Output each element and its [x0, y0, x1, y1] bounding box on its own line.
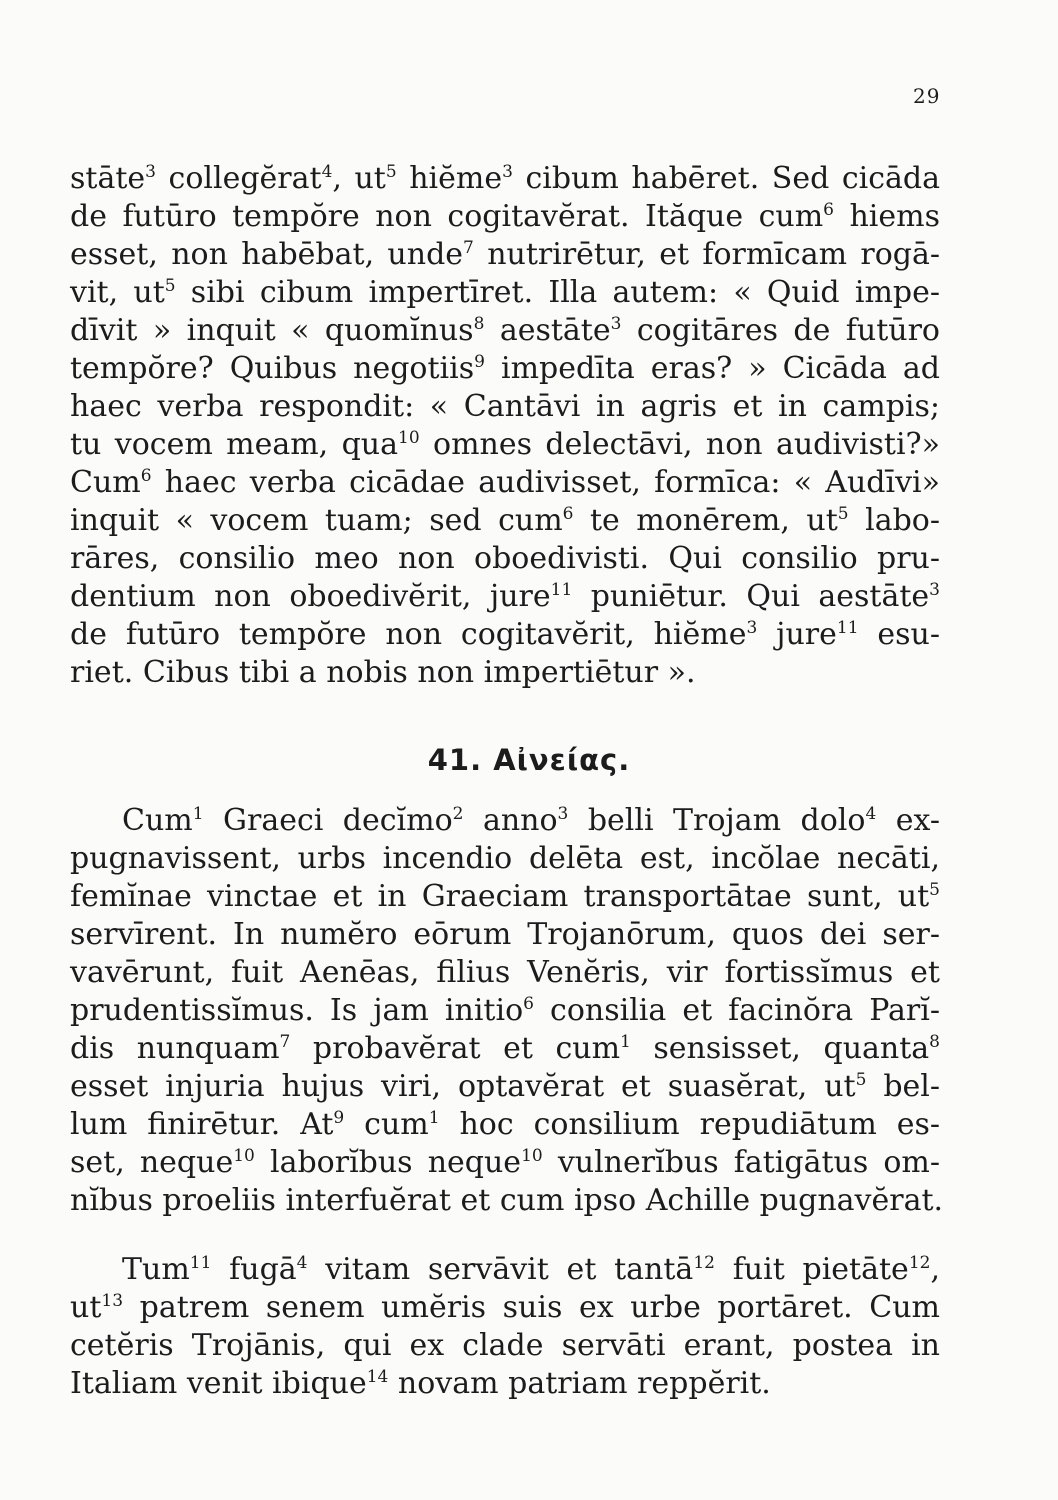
text-line	[70, 1327, 940, 1365]
text-run: rāres, consilio meo non oboedivisti. Qui consilio pru-	[70, 541, 940, 576]
text-run: esset, non habēbat, unde	[70, 237, 464, 272]
text-run: puniētur. Qui aestāte	[572, 579, 930, 614]
text-line	[70, 802, 940, 840]
text-run: haec verba respondit: « Cantāvi in agris et in campis;	[70, 389, 940, 424]
text-line	[70, 1068, 940, 1106]
footnote-marker: 3	[610, 314, 622, 334]
text-run: anno	[463, 803, 558, 838]
footnote-marker: 5	[855, 1070, 867, 1090]
text-line	[70, 464, 940, 502]
footnote-marker: 9	[333, 1108, 345, 1128]
text-line	[70, 236, 940, 274]
text-line	[70, 1365, 940, 1403]
text-run: servīrent. In numĕro eōrum Trojanōrum, quos dei ser-	[70, 917, 940, 952]
text-run: dis nunquam	[70, 1031, 280, 1066]
footnote-marker: 8	[473, 314, 485, 334]
text-line	[70, 540, 940, 578]
text-line	[70, 388, 940, 426]
text-run: Cum	[122, 803, 193, 838]
text-line	[70, 840, 940, 878]
text-run: hiems	[834, 199, 940, 234]
text-line	[70, 274, 940, 312]
footnote-marker: 10	[233, 1146, 255, 1166]
text-run: haec verba cicādae audivisset, formīca: « Audīvi»	[151, 465, 940, 500]
text-run: fuit pietāte	[714, 1252, 909, 1287]
text-run: Graeci decĭmo	[203, 803, 453, 838]
text-line	[70, 1106, 940, 1144]
text-run: vulnerĭbus fatigātus om-	[542, 1145, 940, 1180]
text-run: novam patriam reppĕrit.	[388, 1366, 771, 1401]
text-run: Tum	[122, 1252, 190, 1287]
text-run: de futūro tempŏre non cogitavĕrit, hiĕme	[70, 617, 747, 652]
text-run: cetĕris Trojānis, qui ex clade servāti erant, postea in	[70, 1328, 940, 1363]
text-line	[70, 992, 940, 1030]
text-run: de futūro tempŏre non cogitavĕrat. Ităque cum	[70, 199, 824, 234]
paragraph-aeneas-2	[70, 1251, 940, 1403]
paragraph-aeneas-1	[70, 802, 944, 1220]
text-run: jure	[757, 617, 837, 652]
footnote-marker: 7	[279, 1032, 291, 1052]
text-run: hoc consilium repudiātum es-	[439, 1107, 940, 1142]
text-line	[70, 1289, 940, 1327]
text-run: nĭbus proeliis interfuĕrat et cum ipso Achille pugnavĕrat.	[70, 1183, 944, 1218]
footnote-marker: 11	[836, 618, 859, 638]
footnote-marker: 3	[145, 162, 156, 182]
footnote-marker: 3	[746, 618, 758, 638]
text-run: esu-	[858, 617, 940, 652]
text-run: dīvit » inquit « quomĭnus	[70, 313, 474, 348]
text-run: cogitāres de futūro	[621, 313, 940, 348]
footnote-marker: 5	[929, 880, 940, 900]
footnote-marker: 9	[474, 352, 485, 372]
text-run: ,	[930, 1252, 940, 1287]
text-run: omnes delectāvi, non audivisti?»	[419, 427, 940, 462]
text-line	[70, 954, 940, 992]
text-run: sensisset, quanta	[630, 1031, 930, 1066]
footnote-marker: 14	[366, 1367, 389, 1387]
footnote-marker: 4	[865, 804, 877, 824]
text-line	[70, 1144, 940, 1182]
footnote-marker: 1	[428, 1108, 440, 1128]
text-line	[70, 1251, 940, 1289]
footnote-marker: 6	[523, 994, 534, 1014]
text-run: stāte	[70, 161, 146, 196]
paragraph-continued	[70, 160, 940, 692]
text-run: Cum	[70, 465, 141, 500]
text-run: lum finirētur. At	[70, 1107, 334, 1142]
footnote-marker: 3	[929, 580, 940, 600]
text-line	[70, 1030, 940, 1068]
footnote-marker: 1	[620, 1032, 631, 1052]
text-run: inquit « vocem tuam; sed cum	[70, 503, 563, 538]
text-line	[70, 616, 940, 654]
text-run: dentium non oboedivĕrit, jure	[70, 579, 551, 614]
footnote-marker: 2	[452, 804, 464, 824]
text-run: consilia et facinŏra Parĭ-	[533, 993, 941, 1028]
footnote-marker: 13	[101, 1291, 124, 1311]
footnote-marker: 5	[164, 276, 176, 296]
text-run: ex-	[876, 803, 940, 838]
footnote-marker: 7	[463, 238, 474, 258]
text-run: tempŏre? Quibus negotiis	[70, 351, 475, 386]
text-run: labo-	[848, 503, 940, 538]
text-run: hiĕme	[396, 161, 503, 196]
section-heading: 41. Αἰνείας.	[427, 743, 631, 777]
text-run: belli Trojam dolo	[568, 803, 866, 838]
text-run: fugā	[211, 1252, 297, 1287]
text-run: aestāte	[484, 313, 611, 348]
text-run: femĭnae vinctae et in Graeciam transportātae sunt, ut	[70, 879, 930, 914]
text-run: bel-	[866, 1069, 941, 1104]
text-run: collegĕrat	[155, 161, 322, 196]
text-run: sibi cibum impertīret. Illa autem: « Quid impe-	[175, 275, 940, 310]
text-run: prudentissĭmus. Is jam initio	[70, 993, 524, 1028]
text-run: te monērem, ut	[573, 503, 838, 538]
text-line	[70, 578, 940, 616]
footnote-marker: 12	[693, 1253, 715, 1273]
text-run: vit, ut	[70, 275, 165, 310]
text-line	[70, 654, 940, 692]
footnote-marker: 5	[385, 162, 397, 182]
page-number: 29	[913, 84, 941, 108]
text-line	[70, 426, 940, 464]
footnote-marker: 6	[823, 200, 834, 220]
footnote-marker: 6	[562, 504, 574, 524]
footnote-marker: 10	[398, 428, 420, 448]
text-line	[70, 502, 940, 540]
text-run: set, neque	[70, 1145, 234, 1180]
text-run: tu vocem meam, qua	[70, 427, 398, 462]
text-line	[70, 350, 940, 388]
footnote-marker: 4	[296, 1253, 308, 1273]
text-line	[70, 312, 940, 350]
footnote-marker: 8	[929, 1032, 940, 1052]
footnote-marker: 4	[321, 162, 333, 182]
text-run: patrem senem umĕris suis ex urbe portāret. Cum	[123, 1290, 940, 1325]
text-run: cibum habēret. Sed cicāda	[512, 161, 940, 196]
footnote-marker: 12	[908, 1253, 931, 1273]
footnote-marker: 11	[189, 1253, 212, 1273]
text-run: , ut	[332, 161, 386, 196]
text-line	[70, 878, 940, 916]
text-run: impedīta eras? » Cicāda ad	[484, 351, 940, 386]
footnote-marker: 10	[521, 1146, 543, 1166]
footnote-marker: 5	[837, 504, 849, 524]
text-run: Italiam venit ibique	[70, 1366, 367, 1401]
text-line	[70, 198, 940, 236]
text-line	[70, 916, 940, 954]
text-line	[70, 160, 940, 198]
text-line	[70, 1182, 944, 1220]
footnote-marker: 11	[550, 580, 573, 600]
footnote-marker: 1	[192, 804, 204, 824]
footnote-marker: 6	[140, 466, 152, 486]
text-run: cum	[344, 1107, 429, 1142]
footnote-marker: 3	[502, 162, 513, 182]
text-run: pugnavissent, urbs incendio delēta est, incŏlae necāti,	[70, 841, 940, 876]
text-run: nutrirētur, et formīcam rogā-	[473, 237, 941, 272]
text-run: laborĭbus neque	[254, 1145, 522, 1180]
text-run: vavērunt, fuit Aenēas, filius Venĕris, vir fortissĭmus et	[70, 955, 940, 990]
text-run: riet. Cibus tibi a nobis non impertiētur ».	[70, 655, 696, 690]
text-run: probavĕrat et cum	[290, 1031, 621, 1066]
text-run: vitam servāvit et tantā	[307, 1252, 694, 1287]
footnote-marker: 3	[557, 804, 569, 824]
text-run: esset injuria hujus viri, optavĕrat et suasĕrat, ut	[70, 1069, 856, 1104]
text-run: ut	[70, 1290, 102, 1325]
